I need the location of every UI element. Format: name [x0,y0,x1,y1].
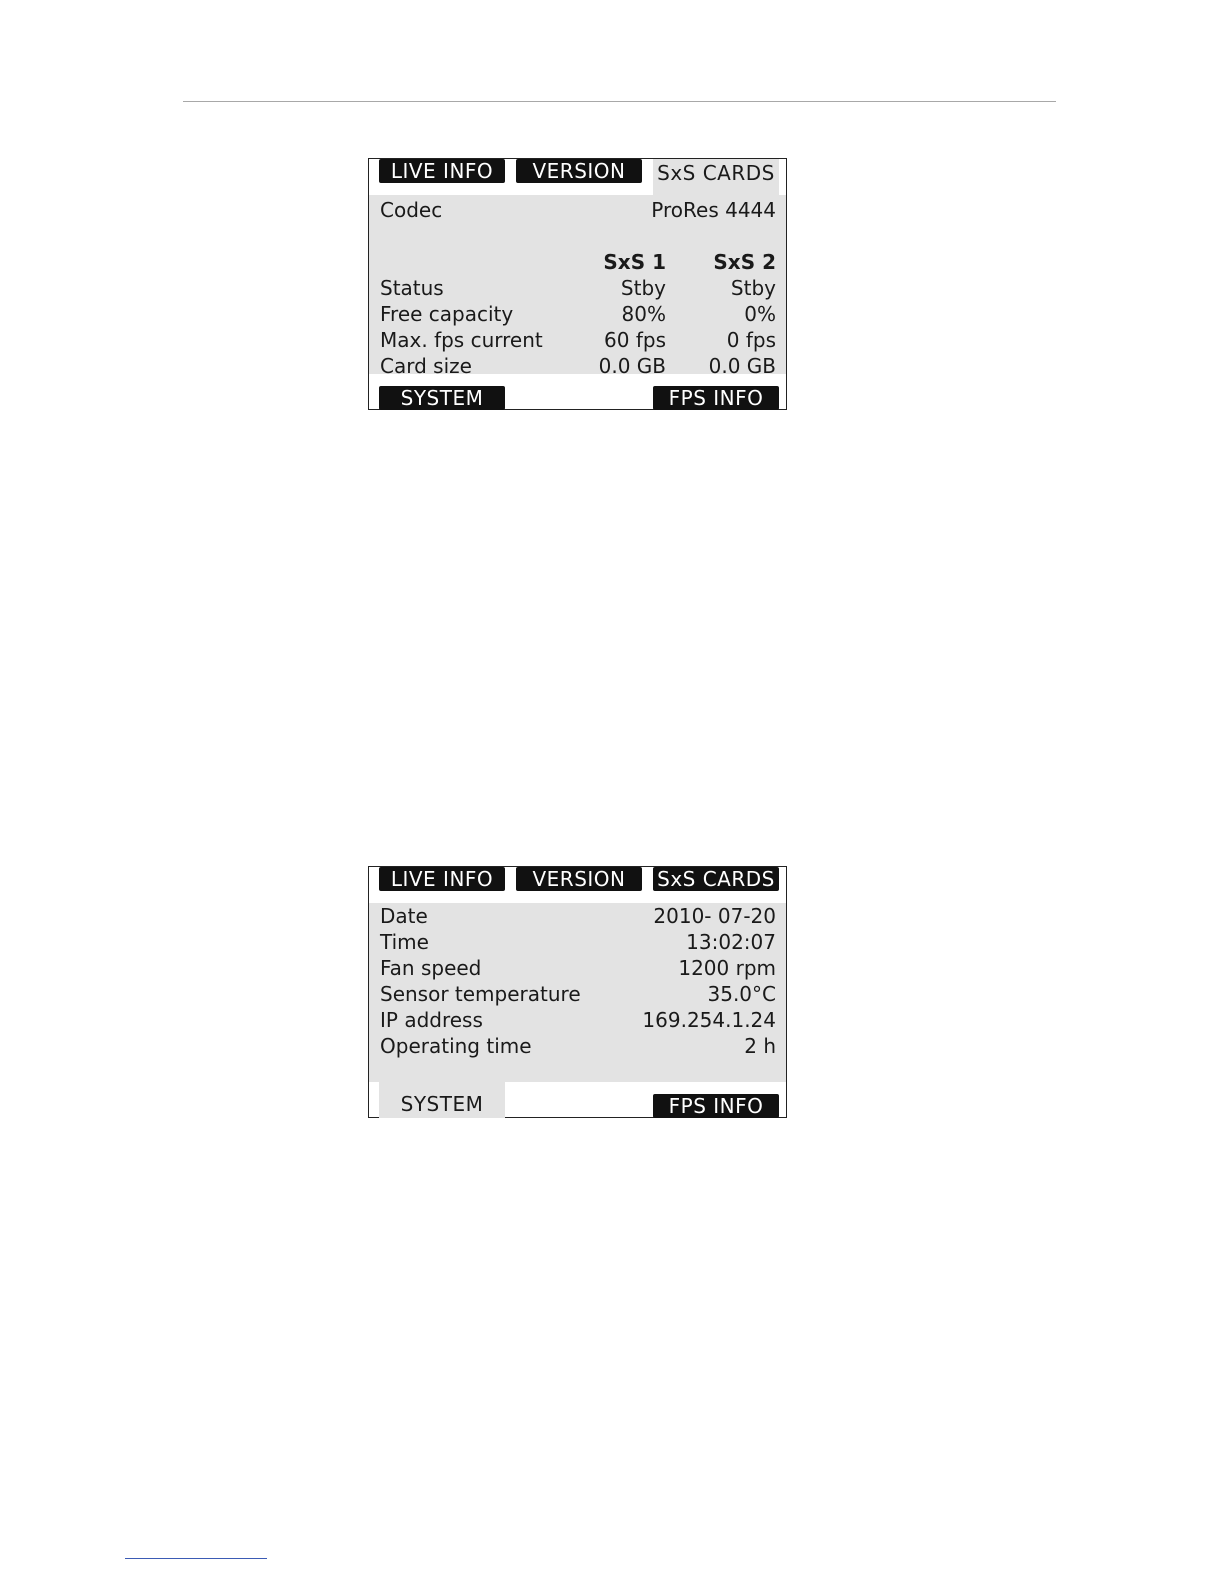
card-size-sxs2: 0.0 GB [708,354,776,378]
tab-live-info[interactable]: LIVE INFO [379,867,505,891]
sensor-temperature-label: Sensor temperature [380,982,581,1006]
time-value: 13:02:07 [686,930,776,954]
free-capacity-sxs1: 80% [621,302,666,326]
max-fps-label: Max. fps current [380,328,543,352]
tab-version[interactable]: VERSION [516,159,642,183]
tab-fps-info[interactable]: FPS INFO [653,1094,779,1118]
codec-row [380,197,776,223]
sensor-temperature-row [380,981,776,1007]
ip-address-row [380,1007,776,1033]
free-capacity-label: Free capacity [380,302,514,326]
sxs-column-headers [380,249,776,275]
max-fps-sxs1: 60 fps [604,328,666,352]
ip-address-value: 169.254.1.24 [642,1008,776,1032]
status-label: Status [380,276,444,300]
free-capacity-sxs2: 0% [744,302,776,326]
date-value: 2010- 07-20 [653,904,776,928]
codec-label: Codec [380,198,443,222]
codec-value: ProRes 4444 [651,198,776,222]
operating-time-label: Operating time [380,1034,532,1058]
free-capacity-row [380,301,776,327]
tab-system[interactable]: SYSTEM [379,386,505,410]
sxs-cards-screen [368,158,787,410]
max-fps-sxs2: 0 fps [726,328,776,352]
tab-live-info[interactable]: LIVE INFO [379,159,505,183]
fan-speed-label: Fan speed [380,956,482,980]
tab-sxs-cards[interactable]: SxS CARDS [653,159,779,195]
max-fps-row [380,327,776,353]
footer-link-underline[interactable] [125,1558,267,1559]
status-row [380,275,776,301]
system-panel [369,903,786,1082]
operating-time-row [380,1033,776,1059]
date-label: Date [380,904,428,928]
sensor-temperature-value: 35.0°C [707,982,776,1006]
date-row [380,903,776,929]
tab-fps-info[interactable]: FPS INFO [653,386,779,410]
fan-speed-row [380,955,776,981]
tab-sxs-cards[interactable]: SxS CARDS [653,867,779,891]
card-size-label: Card size [380,354,472,378]
sxs1-header: SxS 1 [603,250,666,274]
tab-version[interactable]: VERSION [516,867,642,891]
card-size-row [380,353,776,379]
sxs-cards-panel [369,195,786,378]
header-rule [183,101,1056,102]
status-sxs1: Stby [620,276,666,300]
time-label: Time [380,930,429,954]
operating-time-value: 2 h [744,1034,776,1058]
time-row [380,929,776,955]
tab-system[interactable]: SYSTEM [379,1082,505,1118]
ip-address-label: IP address [380,1008,483,1032]
sxs2-header: SxS 2 [713,250,776,274]
status-sxs2: Stby [730,276,776,300]
card-size-sxs1: 0.0 GB [598,354,666,378]
system-screen [368,866,787,1118]
fan-speed-value: 1200 rpm [678,956,776,980]
